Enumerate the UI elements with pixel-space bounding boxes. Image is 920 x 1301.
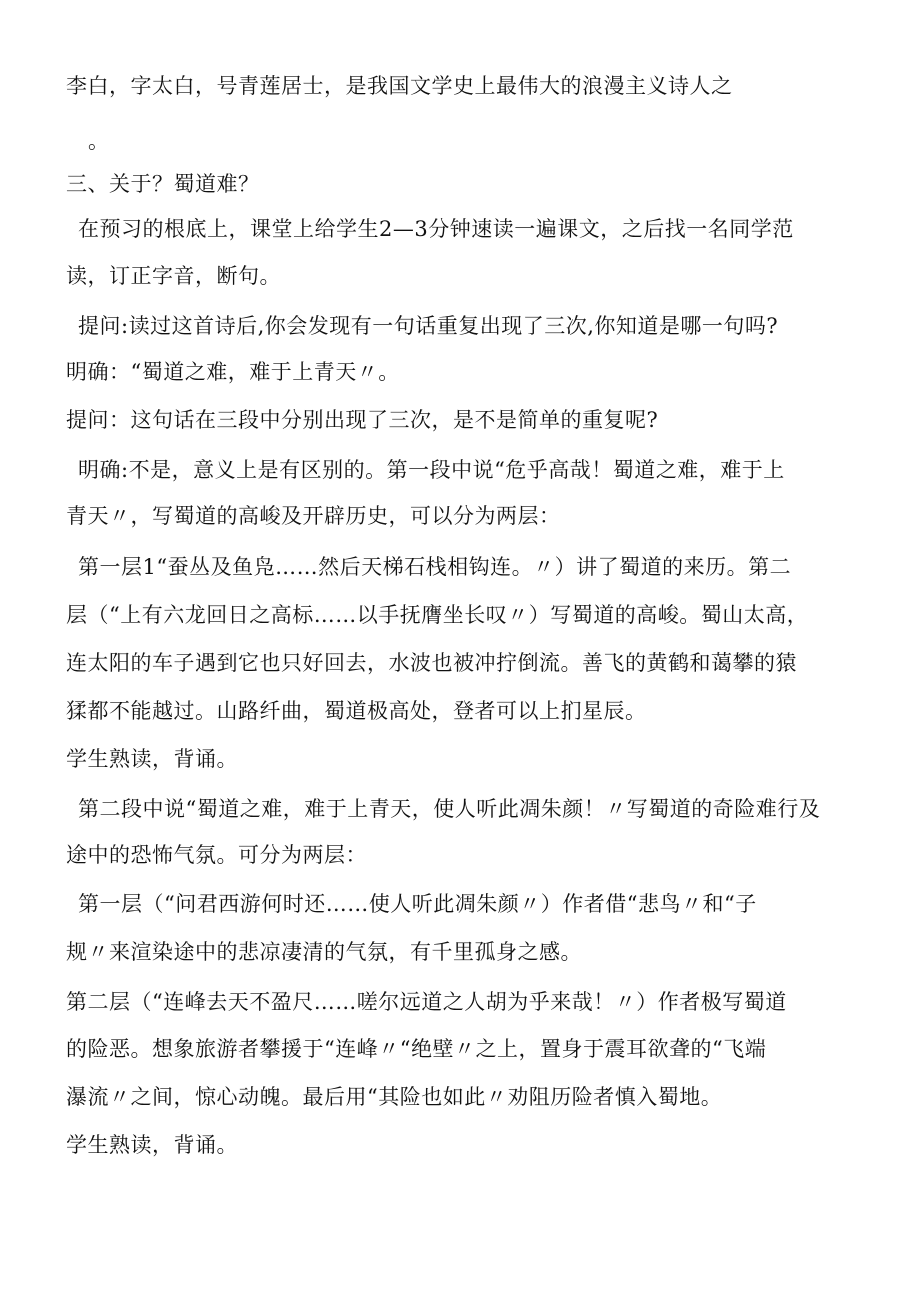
text-line: 提问:读过这首诗后,你会发现有一句话重复出现了三次,你知道是哪一句吗? [78, 314, 779, 338]
text-line: 李白，字太白，号青莲居士，是我国文学史上最伟大的浪漫主义诗人之 [66, 74, 733, 98]
text-line: 第一层1“蚕丛及鱼凫……然后天梯石栈相钩连。〃）讲了蜀道的来历。第二 [78, 555, 792, 579]
text-line: 青天〃，写蜀道的高峻及开辟历史，可以分为两层： [66, 504, 561, 528]
text-line: 途中的恐怖气氛。可分为两层： [66, 843, 367, 867]
text-line: 学生熟读，背诵。 [66, 747, 238, 771]
text-line: 瀑流〃之间，惊心动魄。最后用“其险也如此〃劝阻历险者慎入蜀地。 [66, 1085, 723, 1109]
text-line: 学生熟读，背诵。 [66, 1133, 238, 1157]
text-line: 明确:不是，意义上是有区别的。第一段中说“危乎高哉！蜀道之难，难于上 [78, 458, 785, 482]
text-line: 在预习的根底上，课堂上给学生2—3分钟速读一遍课文，之后找一名同学范 [78, 217, 794, 241]
text-line: 明确：“蜀道之难，难于上青天〃。 [66, 360, 400, 384]
text-line: 第二段中说“蜀道之难，难于上青天，使人听此凋朱颜！〃写蜀道的奇险难行及 [78, 797, 821, 821]
section-heading: 三、关于？蜀道难？ [66, 172, 260, 196]
text-line: 层（“上有六龙回日之高标……以手抚膺坐长叹〃）写蜀道的高峻。蜀山太高， [66, 603, 809, 627]
text-line: 第二层（“连峰去天不盈尺……嗟尔远道之人胡为乎来哉！〃）作者极写蜀道 [66, 990, 787, 1014]
text-line: 提问：这句话在三段中分别出现了三次，是不是简单的重复呢? [66, 408, 659, 432]
text-line: 连太阳的车子遇到它也只好回去，水波也被冲拧倒流。善飞的黄鹤和蔼攀的猿 [66, 651, 797, 675]
text-line: 第一层（“问君西游何时还……使人听此凋朱颜〃）作者借“悲鸟〃和“子 [78, 892, 757, 916]
text-line: 读，订正字音，断句。 [66, 264, 281, 288]
text-line: 。 [88, 129, 110, 153]
text-line: 规〃来渲染途中的悲凉凄清的气氛，有千里孤身之感。 [66, 940, 582, 964]
text-line: 的险恶。想象旅游者攀援于“连峰〃“绝壁〃之上，置身于震耳欲聋的“飞端 [66, 1037, 767, 1061]
text-line: 猱都不能越过。山路纤曲，蜀道极高处，登者可以上扪星辰。 [66, 699, 647, 723]
